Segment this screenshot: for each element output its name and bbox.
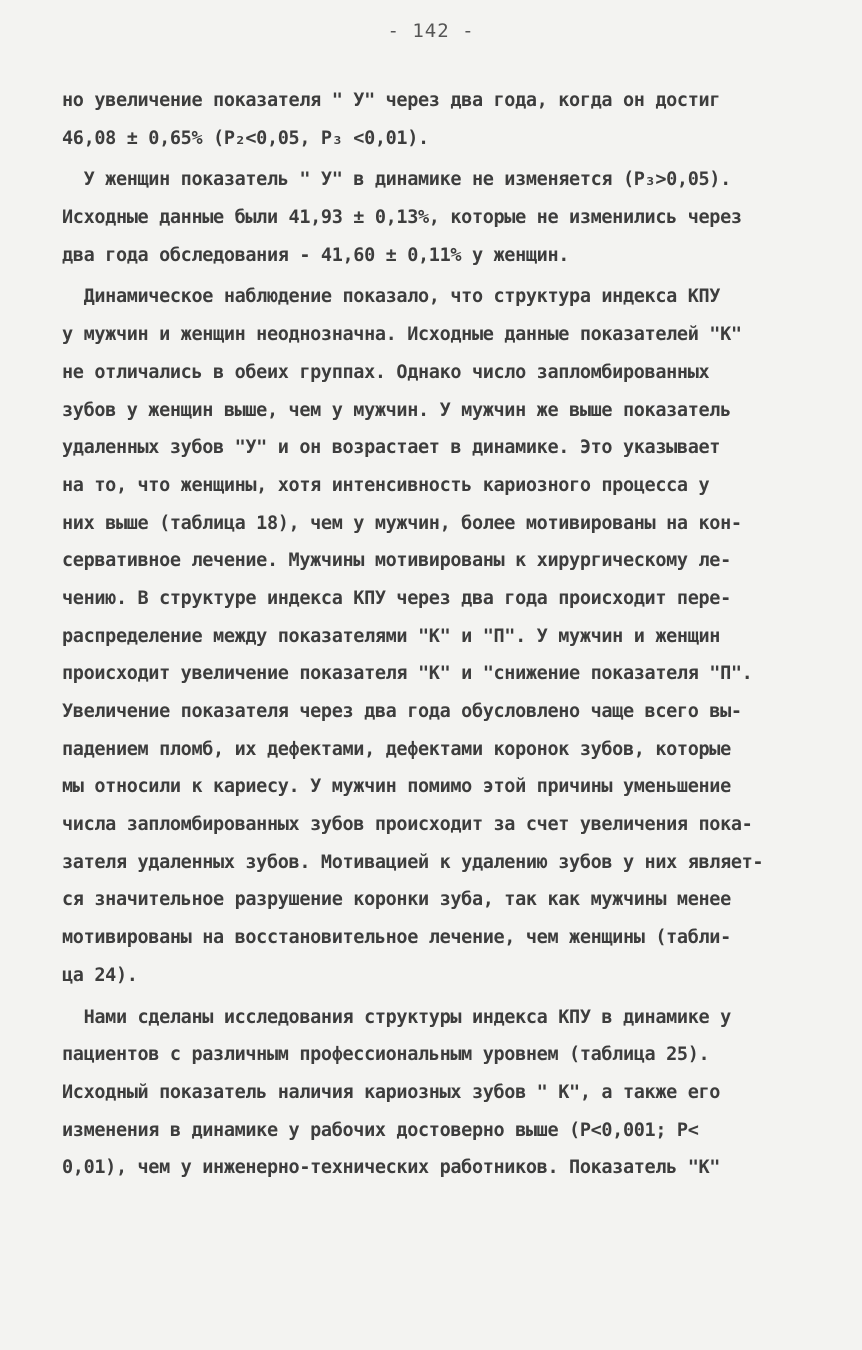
- text-line: Исходные данные были 41,93 ± 0,13%, которые не изменились через: [62, 207, 742, 229]
- text-line: распределение между показателями "К" и "П". У мужчин и женщин: [62, 625, 721, 647]
- text-line: падением пломб, их дефектами, дефектами коронок зубов, которые: [62, 738, 731, 760]
- text-line: мы относили к кариесу. У мужчин помимо этой причины уменьшение: [62, 776, 731, 798]
- text-line: ца 24).: [62, 964, 138, 986]
- text-line: не отличались в обеих группах. Однако число запломбированных: [62, 361, 710, 383]
- text-line: 0,01), чем у инженерно-технических работников. Показатель "К": [62, 1157, 721, 1179]
- text-line: Нами сделаны исследования структуры индекса КПУ в динамике у: [62, 1006, 731, 1028]
- text-line: ся значительное разрушение коронки зуба, так как мужчины менее: [62, 889, 731, 911]
- text-line: зубов у женщин выше, чем у мужчин. У мужчин же выше показатель: [62, 399, 731, 421]
- text-line: Динамическое наблюдение показало, что структура индекса КПУ: [62, 286, 721, 308]
- text-line: Исходный показатель наличия кариозных зубов " К", а также его: [62, 1081, 721, 1103]
- text-line: на то, что женщины, хотя интенсивность кариозного процесса у: [62, 474, 710, 496]
- text-line: них выше (таблица 18), чем у мужчин, более мотивированы на кон-: [62, 512, 742, 534]
- text-line: числа запломбированных зубов происходит за счет увеличения пока-: [62, 814, 753, 836]
- text-line: пациентов с различным профессиональным уровнем (таблица 25).: [62, 1044, 710, 1066]
- text-line: зателя удаленных зубов. Мотивацией к удалению зубов у них являет-: [62, 851, 764, 873]
- page-number: - 142 -: [387, 20, 475, 42]
- text-line: происходит увеличение показателя "К" и "снижение показателя "П".: [62, 663, 753, 685]
- text-line: 46,08 ± 0,65% (P₂<0,05, P₃ <0,01).: [62, 127, 429, 149]
- text-line: У женщин показатель " У" в динамике не изменяется (P₃>0,05).: [62, 169, 731, 191]
- text-line: но увеличение показателя " У" через два года, когда он достиг: [62, 90, 721, 111]
- text-line: изменения в динамике у рабочих достоверно выше (P<0,001; P<: [62, 1119, 699, 1141]
- text-line: мотивированы на восстановительное лечение, чем женщины (табли-: [62, 927, 731, 949]
- text-line: сервативное лечение. Мужчины мотивированы к хирургическому ле-: [62, 550, 731, 572]
- body-text: [62, 82, 822, 1187]
- text-line: Увеличение показателя через два года обусловлено чаще всего вы-: [62, 701, 742, 722]
- text-line: у мужчин и женщин неоднозначна. Исходные данные показателей "К": [62, 324, 742, 346]
- text-line: чению. В структуре индекса КПУ через два года происходит пере-: [62, 587, 731, 609]
- text-line: удаленных зубов "У" и он возрастает в динамике. Это указывает: [62, 437, 721, 459]
- text-line: два года обследования - 41,60 ± 0,11% у женщин.: [62, 244, 570, 266]
